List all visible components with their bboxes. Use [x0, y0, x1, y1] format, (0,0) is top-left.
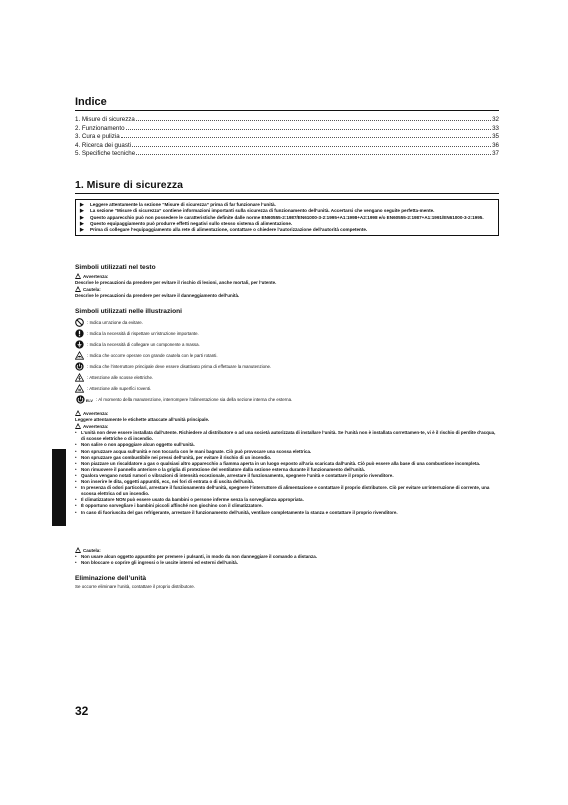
list-item: • Non bloccare o coprire gli ingressi o le uscite interni ed esterni dell’unità. [75, 560, 499, 566]
electric-shock-icon [75, 351, 84, 360]
prohibited-icon [75, 318, 84, 327]
table-of-contents [75, 116, 499, 159]
symbols-illus-heading: Simboli utilizzati nelle illustrazioni [75, 308, 182, 315]
list-item: • Qualora vengano notati rumori o vibrazioni di intensità eccezionale, arrestare il funzionamento, spegnere l’unità e contattare il proprio rivenditore. [75, 473, 499, 479]
electric-hazard-icon [75, 373, 84, 382]
section-title: 1. Misure di sicurezza [75, 179, 183, 191]
list-item: • L’unità non deve essere installata dall’utente. Richiedere al distributore o ad una società autorizzata di installare l’unità. Se l’unità non è installata correttamen-te, vi è il rischio di perdite d’acqua, di scosse elettriche o di incendio. [75, 430, 499, 442]
notice-item: ▶ Questo equipaggiamento può produrre effetti negativi sullo stesso sistema di alimentazione. [80, 220, 293, 227]
disposal-text: Se occorre eliminare l’unità, contattare il proprio distributore. [75, 584, 196, 589]
symbols-text-block: Avvertenza: Descrive le precauzioni da prendere per evitare il rischio di lesioni, anche mortali, per l’utente. Cautela: Descrive le precauzioni da prendere per evitare il danneggiamento dell’unità. [75, 274, 277, 299]
section-rule [75, 193, 499, 194]
toc-entry[interactable]: 5. Specifiche tecniche 37 [75, 150, 499, 158]
safety-notice-box [75, 199, 499, 236]
index-title: Indice [75, 96, 107, 108]
notice-item: ▶ La sezione “Misure di sicurezza” contiene informazioni importanti sulla sicurezza di funzionamento dell’unità. Accertarsi che vengano seguite perfetta-mente. [80, 208, 435, 215]
symbol-row: : Indica la necessità di collegare un componente a massa. [75, 339, 200, 350]
section-tab-marker [52, 449, 66, 526]
page-number: 32 [75, 704, 89, 718]
list-item: • Non usare alcun oggetto appuntito per premere i pulsanti, in modo da non danneggiare il comando a distanza. [75, 554, 499, 560]
toc-entry[interactable]: 3. Cura e pulizia 35 [75, 133, 499, 141]
list-item: • È opportuno sorvegliare i bambini piccoli affinché non giochino con il climatizzatore. [75, 503, 499, 509]
symbol-row: : Indica la necessità di rispettare un’istruzione importante. [75, 328, 199, 339]
warning-icon [75, 410, 81, 416]
power-switch-icon [75, 362, 84, 371]
hot-surface-icon [75, 384, 84, 393]
disposal-heading: Eliminazione dell’unità [75, 575, 147, 582]
list-item: • Non salire o non appoggiare alcun oggetto sull’unità. [75, 442, 499, 448]
ground-icon [75, 340, 84, 349]
toc-entry[interactable]: 2. Funzionamento 33 [75, 124, 499, 132]
notice-item: ▶ Prima di collegare l’equipaggiamento alla rete di alimentazione, contattare o chiedere l’autorizzazione dell’autorità competente. [80, 227, 368, 234]
toc-entry[interactable]: 4. Ricerca dei guasti 36 [75, 141, 499, 149]
warning-block: Avvertenza: Leggere attentamente le etichette attaccate all’unità principale. Avvertenza: • L’unità non deve essere installata dall’utente. Richiedere al distributore o ad una società autorizzata di installare l’unità. Se l’unità non è installata correttamen-te, vi è il rischio di perdite d’acqua, di scosse elettriche o di incendio. • Non salire o non appoggiare alcun oggetto sull’unità. • Non spruzzare acqua sull’unità e non toccarla con le mani bagnate. Ciò può provocare una scossa elettrica. • Non spruzzare gas combustibile nei pressi dell’unità, per evitare il rischio di un incendio. • Non piazzare un riscaldatore a gas o qualsiasi altro apparecchio a fiamma aperta in un luogo esposto all’aria scaricata dall’unità. Ciò può essere alla base di una combustione incompleta. • Non rimuovere il pannello anteriore o la griglia di protezione del ventilatore dalla sezione esterna durante il funzionamento dell’unità. • Qualora vengano notati rumori o vibrazioni di intensità eccezionale, arrestare il funzionamento, spegnere l’unità e contattare il proprio rivenditore. • Non inserire le dita, oggetti appuntiti, ecc, nei fori di entrata o di uscita dell’unità. • In presenza di odori particolari, arrestare il funzionamento dell’unità, spegnere l’interruttore di alimentazione e contattare il proprio distributore. Ciò per evitare un’interruzione di corrente, una scossa elettrica od un incendio. • Il climatizzatore NON può essere usato da bambini o persone inferme senza la sorveglianza appropriata. • È opportuno sorvegliare i bambini piccoli affinché non giochino con il climatizzatore. • In caso di fuoriuscita del gas refrigerante, arrestare il funzionamento dell’unità, ventilare completamente la stanza e contattare il proprio rivenditore. [75, 410, 499, 516]
list-item: • Non piazzare un riscaldatore a gas o qualsiasi altro apparecchio a fiamma aperta in un luogo esposto all’aria scaricata dall’unità. Ciò può essere alla base di una combustione incompleta. [75, 461, 499, 467]
symbol-row: : Indica che l’interruttore principale deve essere disattivato prima di effettuare la manutenzione. [75, 361, 271, 372]
elv-icon [75, 395, 93, 404]
list-item: • Non spruzzare acqua sull’unità e non toccarla con le mani bagnate. Ciò può provocare una scossa elettrica. [75, 449, 499, 455]
elv-label: ELV [85, 398, 93, 403]
notice-item: ▶ Questo apparecchio può non possedere le caratteristiche definite dalle norme EN60555-2:1987/EN61000-3-2:1995+A1:1998+A2:1998 e/o EN60555-2:1987+A1:1991/EN61000-3-2:1995. [80, 214, 484, 221]
warning-icon [75, 273, 81, 279]
symbol-row: : Attenzione alle superfici roventi. [75, 383, 151, 394]
instruction-icon [75, 329, 84, 338]
caution-icon [75, 547, 81, 553]
index-rule [75, 110, 499, 111]
warning-icon [75, 423, 81, 429]
caution-icon [75, 286, 81, 292]
notice-item: ▶ Leggere attentamente la sezione “Misure di sicurezza” prima di far funzionare l’unità. [80, 202, 276, 208]
list-item: • In caso di fuoriuscita del gas refrigerante, arrestare il funzionamento dell’unità, ventilare completamente la stanza e contattare il proprio rivenditore. [75, 510, 499, 516]
symbols-text-heading: Simboli utilizzati nel testo [75, 264, 156, 271]
symbol-row: : Indica un’azione da evitare. [75, 317, 143, 328]
list-item: • In presenza di odori particolari, arrestare il funzionamento dell’unità, spegnere l’interruttore di alimentazione e contattare il proprio distributore. Ciò per evitare un’interruzione di corrente, una scossa elettrica od un incendio. [75, 485, 499, 497]
list-item: • Non rimuovere il pannello anteriore o la griglia di protezione del ventilatore dalla sezione esterna durante il funzionamento dell’unità. [75, 467, 499, 473]
symbol-row: ELV : Al momento della manutenzione, interrompere l’alimentazione sia della sezione interna che esterna. [75, 394, 292, 405]
list-item: • Il climatizzatore NON può essere usato da bambini o persone inferme senza la sorveglianza appropriata. [75, 497, 499, 503]
list-item: • Non spruzzare gas combustibile nei pressi dell’unità, per evitare il rischio di un incendio. [75, 455, 499, 461]
toc-entry[interactable]: 1. Misure di sicurezza 32 [75, 116, 499, 123]
caution-block: Cautela: • Non usare alcun oggetto appuntito per premere i pulsanti, in modo da non danneggiare il comando a distanza. • Non bloccare o coprire gli ingressi o le uscite interni ed esterni dell’unità. [75, 547, 499, 566]
symbol-row: : Indica che occorre operare con grande cautela con le parti rotanti. [75, 350, 218, 361]
list-item: • Non inserire le dita, oggetti appuntiti, ecc, nei fori di entrata o di uscita dell’unità. [75, 479, 499, 485]
symbol-row: : Attenzione alle scosse elettriche. [75, 372, 153, 383]
